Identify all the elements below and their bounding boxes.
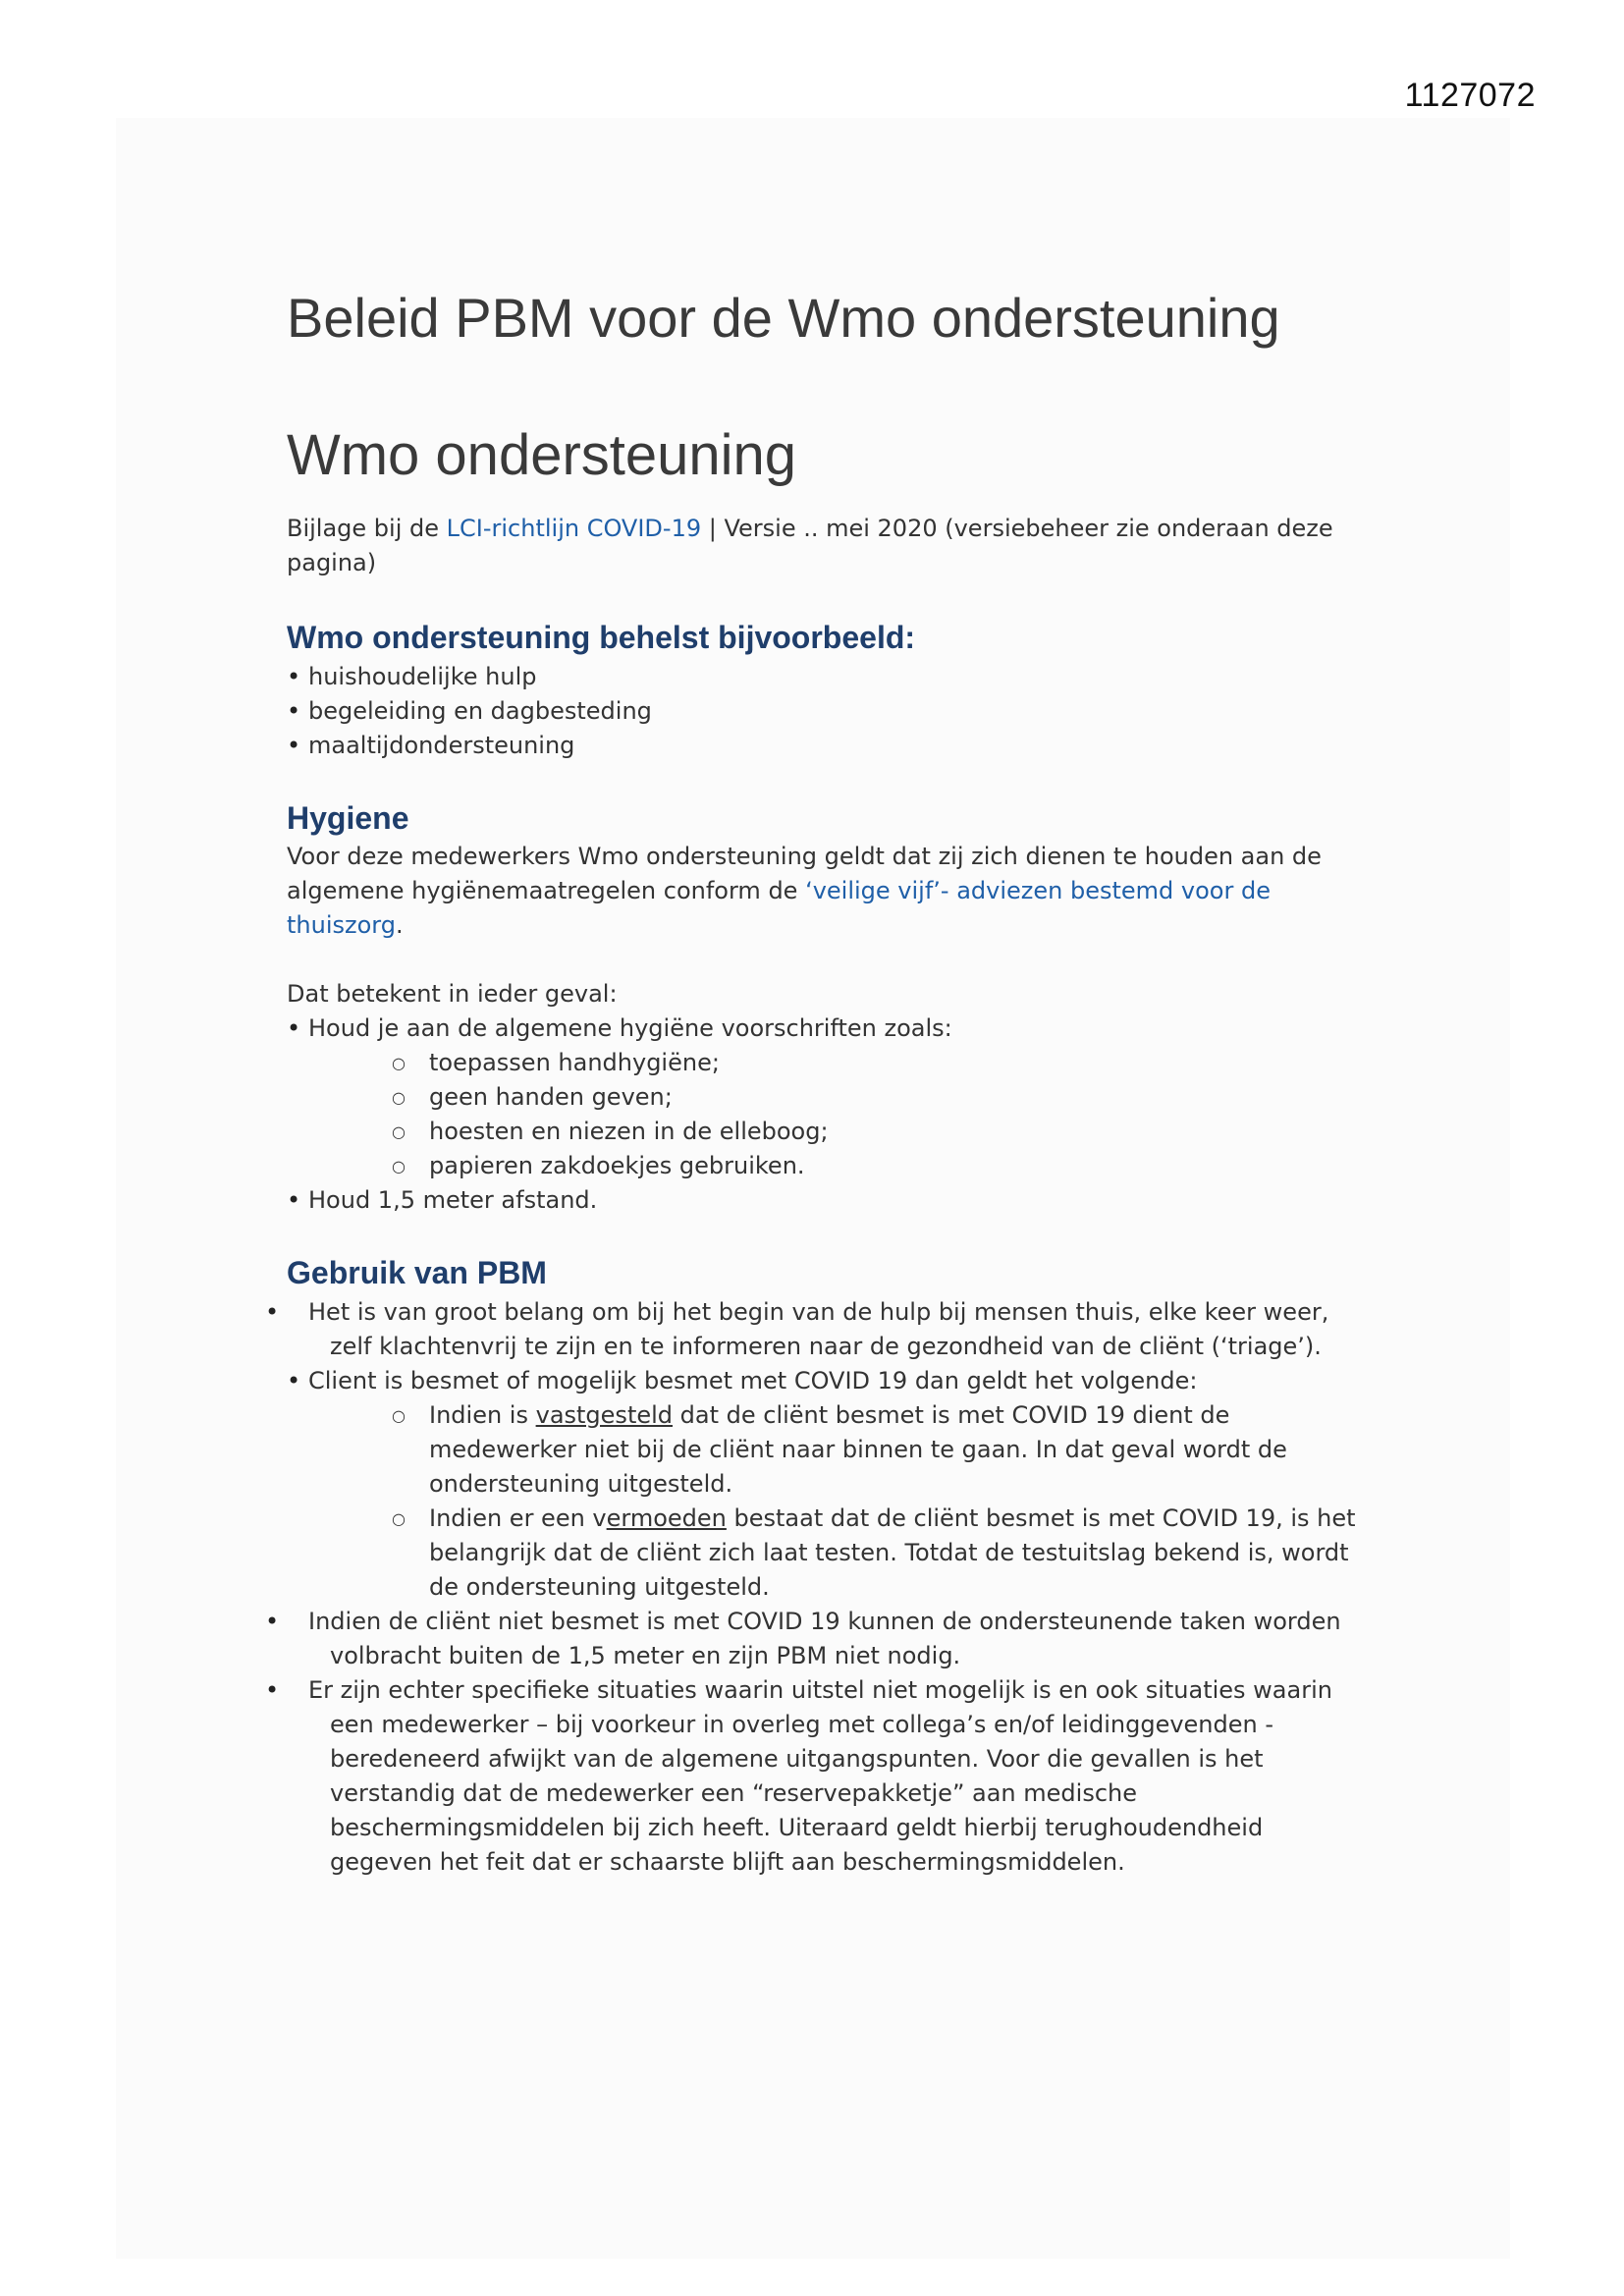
sublist-emphasis: vastgesteld bbox=[535, 1401, 674, 1430]
intro-prefix: Bijlage bij de bbox=[287, 514, 447, 542]
hygiene-sublist bbox=[308, 1046, 1357, 1183]
intro-suffix: | Versie .. mei 2020 (versiebeheer zie onderaan deze pagina) bbox=[287, 514, 1333, 576]
sublist-item bbox=[392, 1502, 1357, 1605]
sublist-text: bestaat dat de cliënt besmet is met COVID 19, is het belangrijk dat de cliënt zich laat testen. Totdat de testuitslag bekend is, wordt de ondersteuning uitgesteld. bbox=[429, 1504, 1356, 1602]
sublist-item bbox=[392, 1398, 1357, 1502]
hygiene-lead: Dat betekent in ieder geval: bbox=[287, 980, 618, 1009]
sublist-text: dat de cliënt besmet is met COVID 19 dient de medewerker niet bij de cliënt naar binnen te gaan. In dat geval wordt de ondersteuning uitgesteld. bbox=[429, 1401, 1287, 1499]
hygiene-paragraph bbox=[287, 840, 1357, 943]
sublist-emphasis: ermoeden bbox=[606, 1504, 727, 1533]
sublist-item: ○ geen handen geven; bbox=[392, 1080, 1357, 1115]
intro-paragraph bbox=[287, 512, 1357, 580]
section-hygiene-heading: Hygiene bbox=[287, 799, 409, 836]
list-item-text: Houd je aan de algemene hygiëne voorschriften zoals: bbox=[308, 1014, 952, 1043]
list-item-text: Client is besmet of mogelijk besmet met COVID 19 dan geldt het volgende: bbox=[308, 1367, 1198, 1395]
list-item: • Het is van groot belang om bij het begin van de hulp bij mensen thuis, elke keer weer, zelf klachtenvrij te zijn en te informeren naar de gezondheid van de cliënt (‘triage’). bbox=[287, 1295, 1357, 1364]
section-pbm-heading: Gebruik van PBM bbox=[287, 1255, 547, 1291]
sub-title: Wmo ondersteuning bbox=[287, 423, 797, 488]
list-item: • Indien de cliënt niet besmet is met COVID 19 kunnen de ondersteunende taken worden volbracht buiten de 1,5 meter en zijn PBM niet nodig. bbox=[287, 1605, 1357, 1673]
sublist-text: Indien is bbox=[429, 1401, 536, 1430]
examples-list bbox=[287, 660, 1357, 763]
lci-guideline-link[interactable]: LCI-richtlijn COVID-19 bbox=[446, 514, 702, 542]
sublist-item: ○ hoesten en niezen in de elleboog; bbox=[392, 1115, 1357, 1149]
sublist-item: ○ papieren zakdoekjes gebruiken. bbox=[392, 1149, 1357, 1183]
pbm-sublist bbox=[308, 1398, 1357, 1605]
list-item: • Houd 1,5 meter afstand. bbox=[287, 1183, 1357, 1218]
main-title: Beleid PBM voor de Wmo ondersteuning bbox=[287, 287, 1280, 349]
list-item: • begeleiding en dagbesteding bbox=[287, 694, 1357, 729]
list-item bbox=[287, 1364, 1357, 1605]
hygiene-list bbox=[287, 1011, 1357, 1218]
document-content bbox=[287, 285, 1357, 1880]
pbm-list bbox=[287, 1295, 1357, 1880]
section-examples-heading: Wmo ondersteuning behelst bijvoorbeeld: bbox=[287, 619, 916, 655]
list-item: • Er zijn echter specifieke situaties waarin uitstel niet mogelijk is en ook situaties waarin een medewerker – bij voorkeur in overleg met collega’s en/of leidinggevenden - beredeneerd afwijkt van de algemene uitgangspunten. Voor die gevallen is het verstandig dat de medewerker een “reservepakketje” aan medische beschermingsmiddelen bij zich heeft. Uiteraard geldt hierbij terughoudendheid gegeven het feit dat er schaarste blijft aan beschermingsmiddelen. bbox=[287, 1673, 1357, 1880]
sublist-text: Indien er een v bbox=[429, 1504, 607, 1533]
list-item bbox=[287, 1011, 1357, 1183]
list-item: • maaltijdondersteuning bbox=[287, 729, 1357, 763]
sublist-item: ○ toepassen handhygiëne; bbox=[392, 1046, 1357, 1080]
veilige-vijf-link[interactable]: ‘veilige vijf’- adviezen bestemd voor de thuiszorg bbox=[287, 877, 1271, 940]
hygiene-paragraph-text: Voor deze medewerkers Wmo ondersteuning geldt dat zij zich dienen te houden aan de algemene hygiënemaatregelen conform de bbox=[287, 843, 1322, 905]
list-item: • huishoudelijke hulp bbox=[287, 660, 1357, 694]
document-id: 1127072 bbox=[1404, 77, 1536, 114]
hygiene-paragraph-end: . bbox=[395, 911, 404, 940]
